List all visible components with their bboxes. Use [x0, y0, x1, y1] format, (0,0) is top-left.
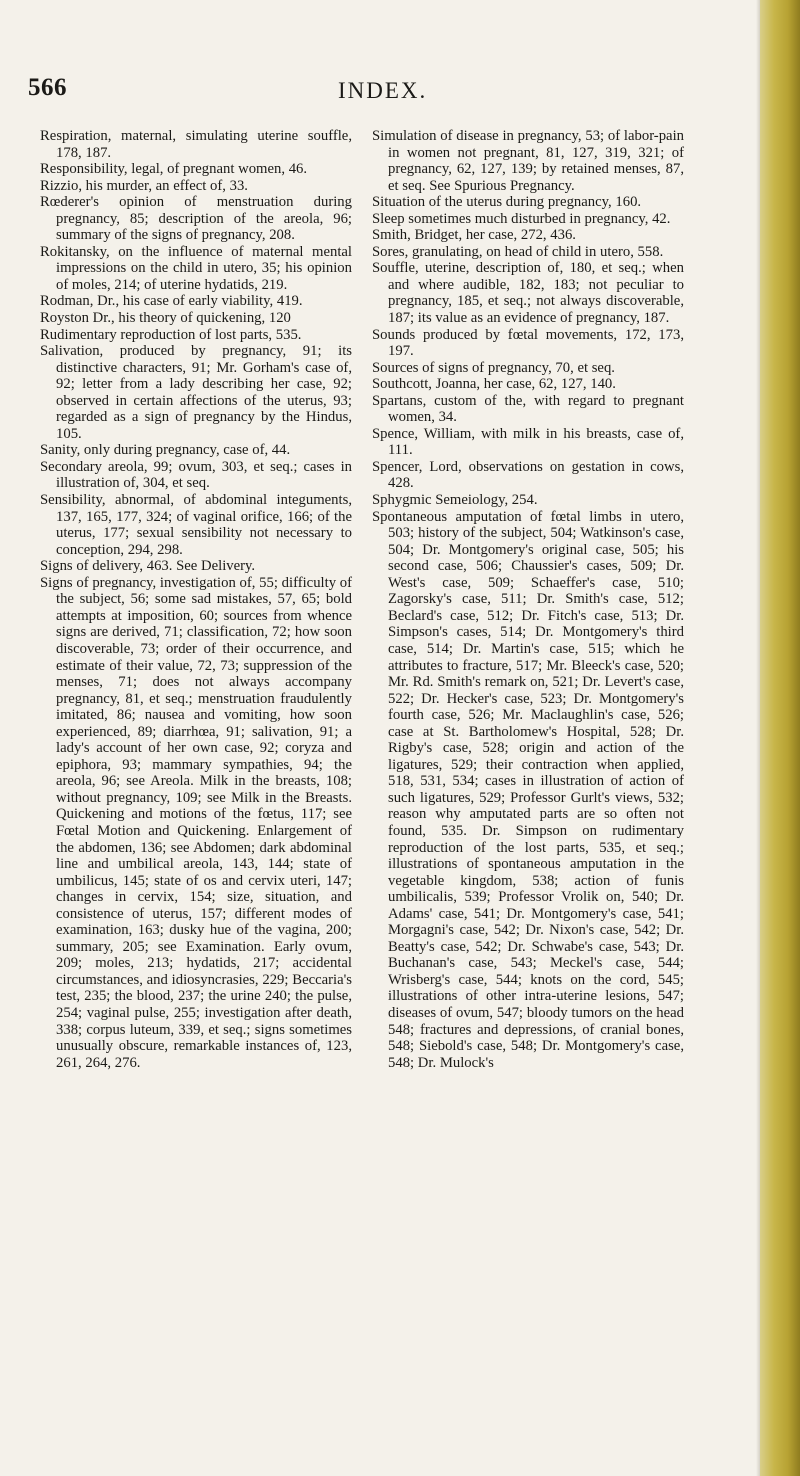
index-entry: Sanity, only during pregnancy, case of, 44.: [40, 442, 291, 459]
index-entry: Responsibility, legal, of pregnant women, 46.: [40, 161, 308, 178]
index-entry: Situation of the uterus during pregnancy, 160.: [372, 194, 642, 211]
index-entry: Southcott, Joanna, her case, 62, 127, 140.: [372, 376, 616, 393]
index-entry: Sphygmic Semeiology, 254.: [372, 492, 538, 509]
index-entry: Simulation of disease in pregnancy, 53; of labor-pain in women not pregnant, 81, 127, 319, 321; of pregnancy, 62, 127, 139; by retained menses, 87, et seq. See Spurious Pregnancy.: [372, 128, 684, 194]
index-entry: Rœderer's opinion of menstruation during pregnancy, 85; description of the areola, 96; summary of the signs of pregnancy, 208.: [40, 194, 352, 244]
index-entry: Sleep sometimes much disturbed in pregnancy, 42.: [372, 210, 671, 227]
index-entry: Rizzio, his murder, an effect of, 33.: [40, 177, 248, 194]
index-entry: Signs of delivery, 463. See Delivery.: [40, 558, 256, 575]
index-entry: Sores, granulating, on head of child in utero, 558.: [372, 243, 664, 260]
page-number: 566: [28, 74, 67, 101]
running-head: INDEX.: [338, 78, 428, 103]
index-entry: Spencer, Lord, observations on gestation in cows, 428.: [372, 458, 684, 492]
index-entry: Souffle, uterine, description of, 180, et seq.; when and where audible, 182, 183; not peculiar to pregnancy, 185, et seq.; not always discoverable, 187; its value as an evidence of pregnancy, 187.: [372, 260, 684, 327]
index-column-left: [40, 128, 352, 1071]
index-entry: Salivation, produced by pregnancy, 91; its distinctive characters, 91; Mr. Gorham's case of, 92; letter from a lady describing her case, 92; observed in certain affections of the uterus, 93; regarded as a sign of pregnancy by the Hindus, 105.: [40, 343, 352, 442]
index-entry: Sounds produced by fœtal movements, 172, 173, 197.: [372, 326, 684, 360]
index-entry: Spence, William, with milk in his breasts, case of, 111.: [372, 425, 684, 459]
index-entry: Spartans, custom of the, with regard to pregnant women, 34.: [372, 392, 684, 426]
index-entry: Sensibility, abnormal, of abdominal integuments, 137, 165, 177, 324; of vaginal orifice, 166; of the uterus, 177; sexual sensibility not necessary to conception, 294, 298.: [40, 492, 352, 558]
index-column-right: [372, 128, 684, 1071]
index-entry: Respiration, maternal, simulating uterine souffle, 178, 187.: [40, 128, 352, 161]
index-entry: Rodman, Dr., his case of early viability, 419.: [40, 293, 303, 310]
index-entry: Royston Dr., his theory of quickening, 120: [40, 310, 291, 327]
index-entry: Secondary areola, 99; ovum, 303, et seq.; cases in illustration of, 304, et seq.: [40, 458, 352, 492]
gilt-page-edge: [760, 0, 800, 1476]
index-entry: Signs of pregnancy, investigation of, 55; difficulty of the subject, 56; some sad mistakes, 57, 65; bold attempts at imposition, 60; sources from whence signs are derived, 71; classification, 72; how soon discoverable, 73; order of their occurrence, and estimate of their value, 72, 73; suppression of the menses, 71; does not always accompany pregnancy, 81, et seq.; menstruation fraudulently imitated, 86; nausea and vomiting, how soon experienced, 89; diarrhœa, 91; salivation, 91; a lady's account of her own case, 92; coryza and epiphora, 93; mammary sympathies, 94; the areola, 96; see Areola. Milk in the breasts, 108; without pregnancy, 109; see Milk in the Breasts. Quickening and motions of the fœtus, 117; see Fœtal Motion and Quickening. Enlargement of the abdomen, 136; see Abdomen; dark abdominal line and umbilical areola, 143, 144; state of umbilicus, 145; state of os and cervix uteri, 147; changes in cervix, 154; size, situation, and consistence of uterus, 157; different modes of examination, 163; dusky hue of the vagina, 200; summary, 205; see Examination. Early ovum, 209; moles, 213; hydatids, 217; accidental circumstances, and idiosyncrasies, 229; Beccaria's test, 235; the blood, 237; the urine 240; the pulse, 254; vaginal pulse, 255; investigation after death, 338; corpus luteum, 339, et seq.; signs sometimes unusually obscure, remarkable instances of, 123, 261, 264, 276.: [40, 574, 352, 1071]
index-entry: Smith, Bridget, her case, 272, 436.: [372, 227, 576, 244]
index-entry: Rudimentary reproduction of lost parts, 535.: [40, 326, 302, 343]
index-entry: Sources of signs of pregnancy, 70, et seq.: [372, 359, 615, 376]
index-entry: Spontaneous amputation of fœtal limbs in utero, 503; history of the subject, 504; Watkinson's case, 504; Dr. Montgomery's original case, 505; his second case, 506; Chaussier's cases, 509; Dr. West's case, 509; Schaeffer's case, 510; Zagorsky's case, 511; Dr. Smith's case, 512; Beclard's case, 512; Dr. Fitch's case, 513; Dr. Simpson's cases, 514; Dr. Montgomery's third case, 514; Dr. Martin's case, 515; which he attributes to fracture, 517; Mr. Bleeck's case, 520; Mr. Rd. Smith's remark on, 521; Dr. Levert's case, 522; Dr. Hecker's case, 523; Dr. Montgomery's fourth case, 526; Mr. Maclaughlin's case, 526; case at St. Bartholomew's Hospital, 528; Dr. Rigby's case, 528; origin and action of the ligatures, 529; their contraction when applied, 518, 531, 534; cases in illustration of action of such ligatures, 529; Professor Gurlt's views, 532; reason why amputated parts are so often not found, 535. Dr. Simpson on rudimentary reproduction of the lost parts, 535, et seq.; illustrations of spontaneous amputation in the vegetable kingdom, 538; action of funis umbilicalis, 539; Professor Vrolik on, 540; Dr. Adams' case, 541; Dr. Montgomery's case, 541; Morgagni's case, 542; Dr. Nixon's case, 542; Dr. Beatty's case, 542; Dr. Schwabe's case, 543; Dr. Buchanan's case, 543; Meckel's case, 544; Wrisberg's case, 544; knots on the cord, 545; illustrations of other intra-uterine lesions, 547; diseases of ovum, 547; bloody tumors on the head 548; fractures and depressions, of cranial bones, 548; Siebold's case, 548; Dr. Montgomery's case, 548; Dr. Mulock's: [372, 508, 684, 1071]
index-entry: Rokitansky, on the influence of maternal mental impressions on the child in utero, 35; his opinion of moles, 214; of uterine hydatids, 219.: [40, 243, 352, 293]
